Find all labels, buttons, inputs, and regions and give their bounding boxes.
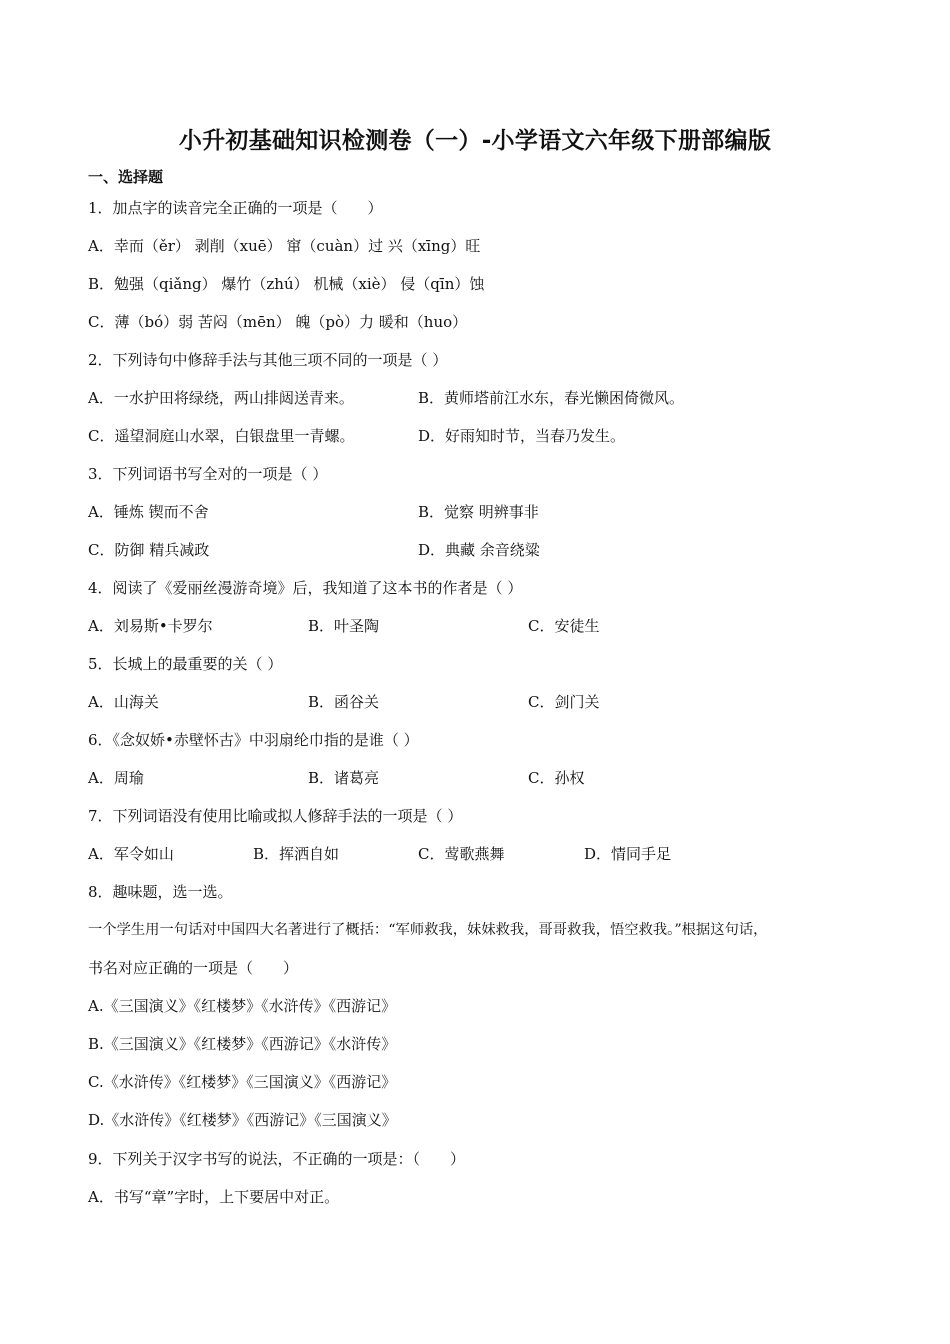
question-2-option-c: C．遥望洞庭山水翠，白银盘里一青螺。: [88, 427, 355, 445]
question-8-option-a: A.《三国演义》《红楼梦》《水浒传》《西游记》: [88, 997, 397, 1015]
question-2-option-a: A．一水护田将绿绕，两山排闼送青来。: [88, 389, 354, 407]
question-3-option-d: D．典藏 余音绕粱: [418, 541, 540, 559]
question-7-option-a: A．军令如山: [88, 845, 174, 863]
question-9-stem: 9．下列关于汉字书写的说法，不正确的一项是：（ ）: [88, 1150, 466, 1168]
question-4-option-c: C．安徒生: [528, 617, 600, 635]
question-5-stem: 5．长城上的最重要的关（ ）: [88, 655, 283, 673]
question-8-option-c: C.《水浒传》《红楼梦》《三国演义》《西游记》: [88, 1073, 397, 1091]
question-8-option-b: B.《三国演义》《红楼梦》《西游记》《水浒传》: [88, 1035, 397, 1053]
question-8-option-d: D.《水浒传》《红楼梦》《西游记》《三国演义》: [88, 1111, 397, 1129]
question-3-option-b: B．觉察 明辨事非: [418, 503, 539, 521]
page-title: 小升初基础知识检测卷（一）-小学语文六年级下册部编版: [178, 128, 772, 154]
section-heading: 一、选择题: [88, 168, 164, 186]
question-3-option-c: C．防御 精兵减政: [88, 541, 210, 559]
question-5-option-b: B．函谷关: [308, 693, 380, 711]
question-7-stem: 7．下列词语没有使用比喻或拟人修辞手法的一项是（ ）: [88, 807, 463, 825]
question-6-stem: 6．《念奴娇•赤壁怀古》中羽扇纶巾指的是谁（ ）: [88, 731, 419, 749]
question-3-option-a: A．锤炼 锲而不舍: [88, 503, 209, 521]
question-3-stem: 3．下列词语书写全对的一项是（ ）: [88, 465, 328, 483]
question-4-option-b: B．叶圣陶: [308, 617, 380, 635]
question-4-stem: 4．阅读了《爱丽丝漫游奇境》后，我知道了这本书的作者是（ ）: [88, 579, 523, 597]
question-6-option-c: C．孙权: [528, 769, 585, 787]
question-1-option-c: C．薄（bó）弱 苦闷（mēn） 魄（pò）力 暖和（huo）: [88, 313, 468, 331]
question-2-stem: 2．下列诗句中修辞手法与其他三项不同的一项是（ ）: [88, 351, 448, 369]
question-8-stem: 8．趣味题，选一选。: [88, 883, 233, 901]
question-1-option-a: A．幸而（ěr） 剥削（xuē） 窜（cuàn）过 兴（xīng）旺: [88, 237, 481, 255]
question-1-option-b: B．勉强（qiǎng） 爆竹（zhú） 机械（xiè） 侵（qīn）蚀: [88, 275, 485, 293]
question-6-option-a: A．周瑜: [88, 769, 144, 787]
question-1-stem: 1．加点字的读音完全正确的一项是（ ）: [88, 199, 383, 217]
question-9-option-a: A．书写“章”字时，上下要居中对正。: [88, 1188, 340, 1206]
question-2-option-b: B．黄师塔前江水东，春光懒困倚微风。: [418, 389, 685, 407]
question-6-option-b: B．诸葛亮: [308, 769, 380, 787]
question-2-option-d: D．好雨知时节，当春乃发生。: [418, 427, 626, 445]
question-7-option-d: D．情同手足: [584, 845, 672, 863]
question-7-option-c: C．莺歌燕舞: [418, 845, 505, 863]
question-5-option-a: A．山海关: [88, 693, 159, 711]
question-4-option-a: A．刘易斯•卡罗尔: [88, 617, 213, 635]
question-5-option-c: C．剑门关: [528, 693, 600, 711]
question-7-option-b: B．挥洒自如: [253, 845, 340, 863]
question-8-text-line-1: 一个学生用一句话对中国四大名著进行了概括：“军师救我，妹妹救我，哥哥救我，悟空救我。”根据这句话，: [88, 922, 768, 938]
question-8-text-line-2: 书名对应正确的一项是（ ）: [88, 959, 299, 977]
